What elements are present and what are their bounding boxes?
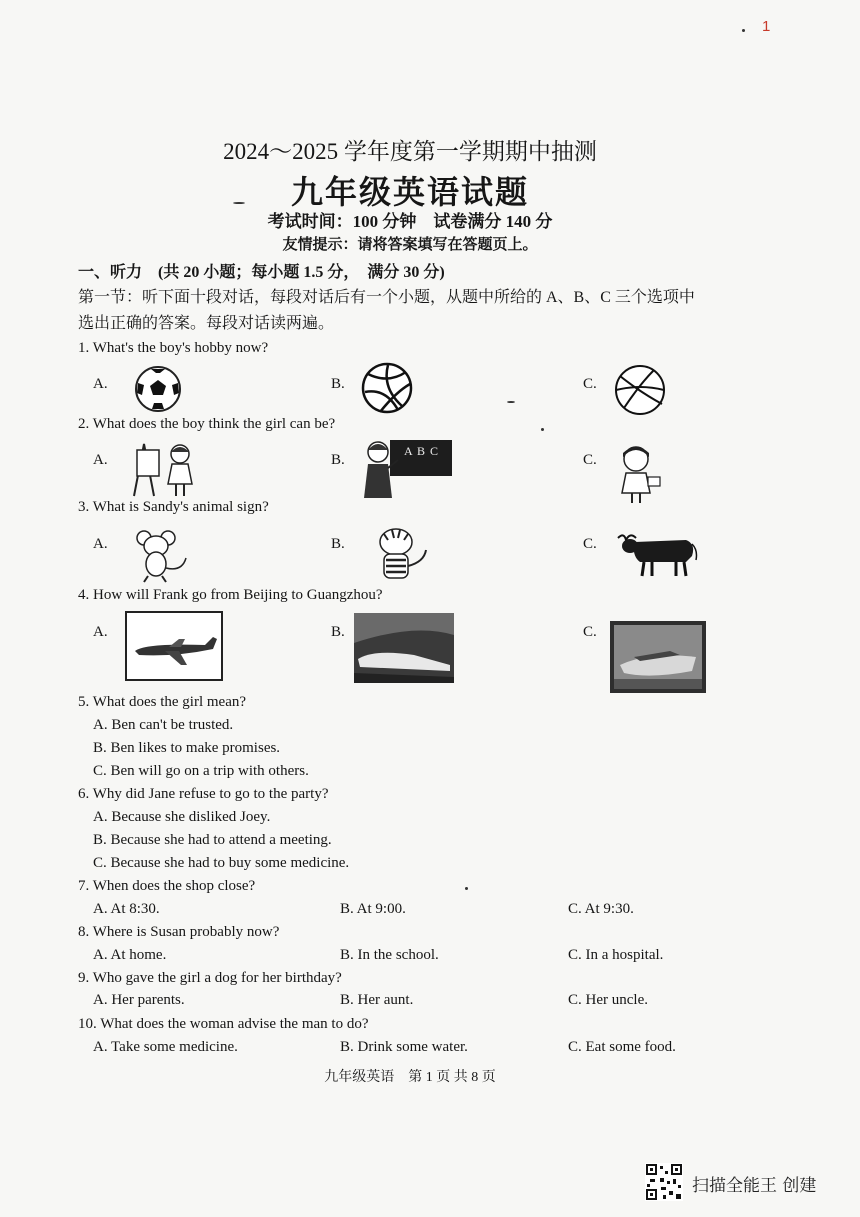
train-icon bbox=[354, 613, 454, 683]
option-4b-label: B. bbox=[331, 624, 345, 640]
tiger-icon bbox=[366, 526, 432, 586]
option-8b: B. In the school. bbox=[340, 947, 439, 963]
scan-speck bbox=[742, 29, 745, 32]
option-6a: A. Because she disliked Joey. bbox=[93, 809, 271, 825]
option-9a: A. Her parents. bbox=[93, 992, 185, 1008]
exam-info: 考试时间：100 分钟 试卷满分 140 分 bbox=[267, 212, 553, 231]
question-8: 8. Where is Susan probably now? bbox=[78, 924, 280, 940]
soccer-ball-icon bbox=[134, 365, 182, 413]
option-10c: C. Eat some food. bbox=[568, 1039, 676, 1055]
option-6c: C. Because she had to buy some medicine. bbox=[93, 855, 350, 871]
option-2c-label: C. bbox=[583, 452, 597, 468]
instruction-line-1: 第一节：听下面十段对话，每段对话后有一个小题，从题中所给的 A、B、C 三个选项中 bbox=[78, 289, 695, 306]
option-10b: B. Drink some water. bbox=[340, 1039, 468, 1055]
question-5: 5. What does the girl mean? bbox=[78, 694, 247, 710]
question-7: 7. When does the shop close? bbox=[78, 878, 256, 894]
exam-title: 2024～2025 学年度第一学期期中抽测 bbox=[223, 139, 597, 164]
option-3c-label: C. bbox=[583, 536, 597, 552]
option-2b-label: B. bbox=[331, 452, 345, 468]
option-8c: C. In a hospital. bbox=[568, 947, 664, 963]
option-3b-label: B. bbox=[331, 536, 345, 552]
option-4c-label: C. bbox=[583, 624, 597, 640]
scan-speck bbox=[541, 428, 544, 431]
question-3: 3. What is Sandy's animal sign? bbox=[78, 499, 269, 515]
option-9c: C. Her uncle. bbox=[568, 992, 648, 1008]
exam-subtitle: 九年级英语试题 bbox=[290, 174, 529, 210]
ox-icon bbox=[616, 530, 698, 578]
section-instruction bbox=[78, 285, 778, 337]
question-10: 10. What does the woman advise the man to do? bbox=[78, 1016, 369, 1032]
option-5c: C. Ben will go on a trip with others. bbox=[93, 763, 309, 779]
option-10a: A. Take some medicine. bbox=[93, 1039, 238, 1055]
brand-label: 扫描全能王 创建 bbox=[692, 1176, 817, 1196]
mouse-icon bbox=[128, 528, 190, 584]
option-7b: B. At 9:00. bbox=[340, 901, 406, 917]
question-6: 6. Why did Jane refuse to go to the party? bbox=[78, 786, 329, 802]
option-1c-label: C. bbox=[583, 376, 597, 392]
question-9: 9. Who gave the girl a dog for her birthday? bbox=[78, 970, 342, 986]
scan-speck bbox=[465, 887, 468, 890]
option-5b: B. Ben likes to make promises. bbox=[93, 740, 281, 756]
page-footer: 九年级英语 第 1 页 共 8 页 bbox=[324, 1070, 496, 1085]
section-heading: 一、听力 (共 20 小题；每小题 1.5 分， 满分 30 分) bbox=[78, 264, 445, 281]
page-mark: 1 bbox=[762, 18, 771, 35]
option-6b: B. Because she had to attend a meeting. bbox=[93, 832, 332, 848]
plane-icon bbox=[125, 611, 223, 681]
qr-code-icon bbox=[645, 1163, 683, 1201]
option-8a: A. At home. bbox=[93, 947, 167, 963]
option-4a-label: A. bbox=[93, 624, 108, 640]
question-1: 1. What's the boy's hobby now? bbox=[78, 340, 269, 356]
basketball-icon bbox=[610, 364, 670, 416]
ship-icon bbox=[610, 621, 706, 693]
option-7a: A. At 8:30. bbox=[93, 901, 160, 917]
scan-speck bbox=[507, 401, 515, 403]
option-5a: A. Ben can't be trusted. bbox=[93, 717, 234, 733]
option-9b: B. Her aunt. bbox=[340, 992, 414, 1008]
scan-speck bbox=[233, 202, 245, 204]
volleyball-icon bbox=[358, 362, 416, 414]
question-4: 4. How will Frank go from Beijing to Guangzhou? bbox=[78, 587, 383, 603]
option-7c: C. At 9:30. bbox=[568, 901, 634, 917]
option-2a-label: A. bbox=[93, 452, 108, 468]
reporter-icon bbox=[614, 443, 666, 505]
option-1a-label: A. bbox=[93, 376, 108, 392]
instruction-line-2: 选出正确的答案。每段对话读两遍。 bbox=[78, 315, 335, 332]
board-text: A B C bbox=[404, 444, 440, 458]
painter-icon bbox=[128, 438, 200, 498]
question-2: 2. What does the boy think the girl can be? bbox=[78, 416, 336, 432]
option-3a-label: A. bbox=[93, 536, 108, 552]
exam-tip: 友情提示：请将答案填写在答题页上。 bbox=[282, 237, 538, 253]
option-1b-label: B. bbox=[331, 376, 345, 392]
